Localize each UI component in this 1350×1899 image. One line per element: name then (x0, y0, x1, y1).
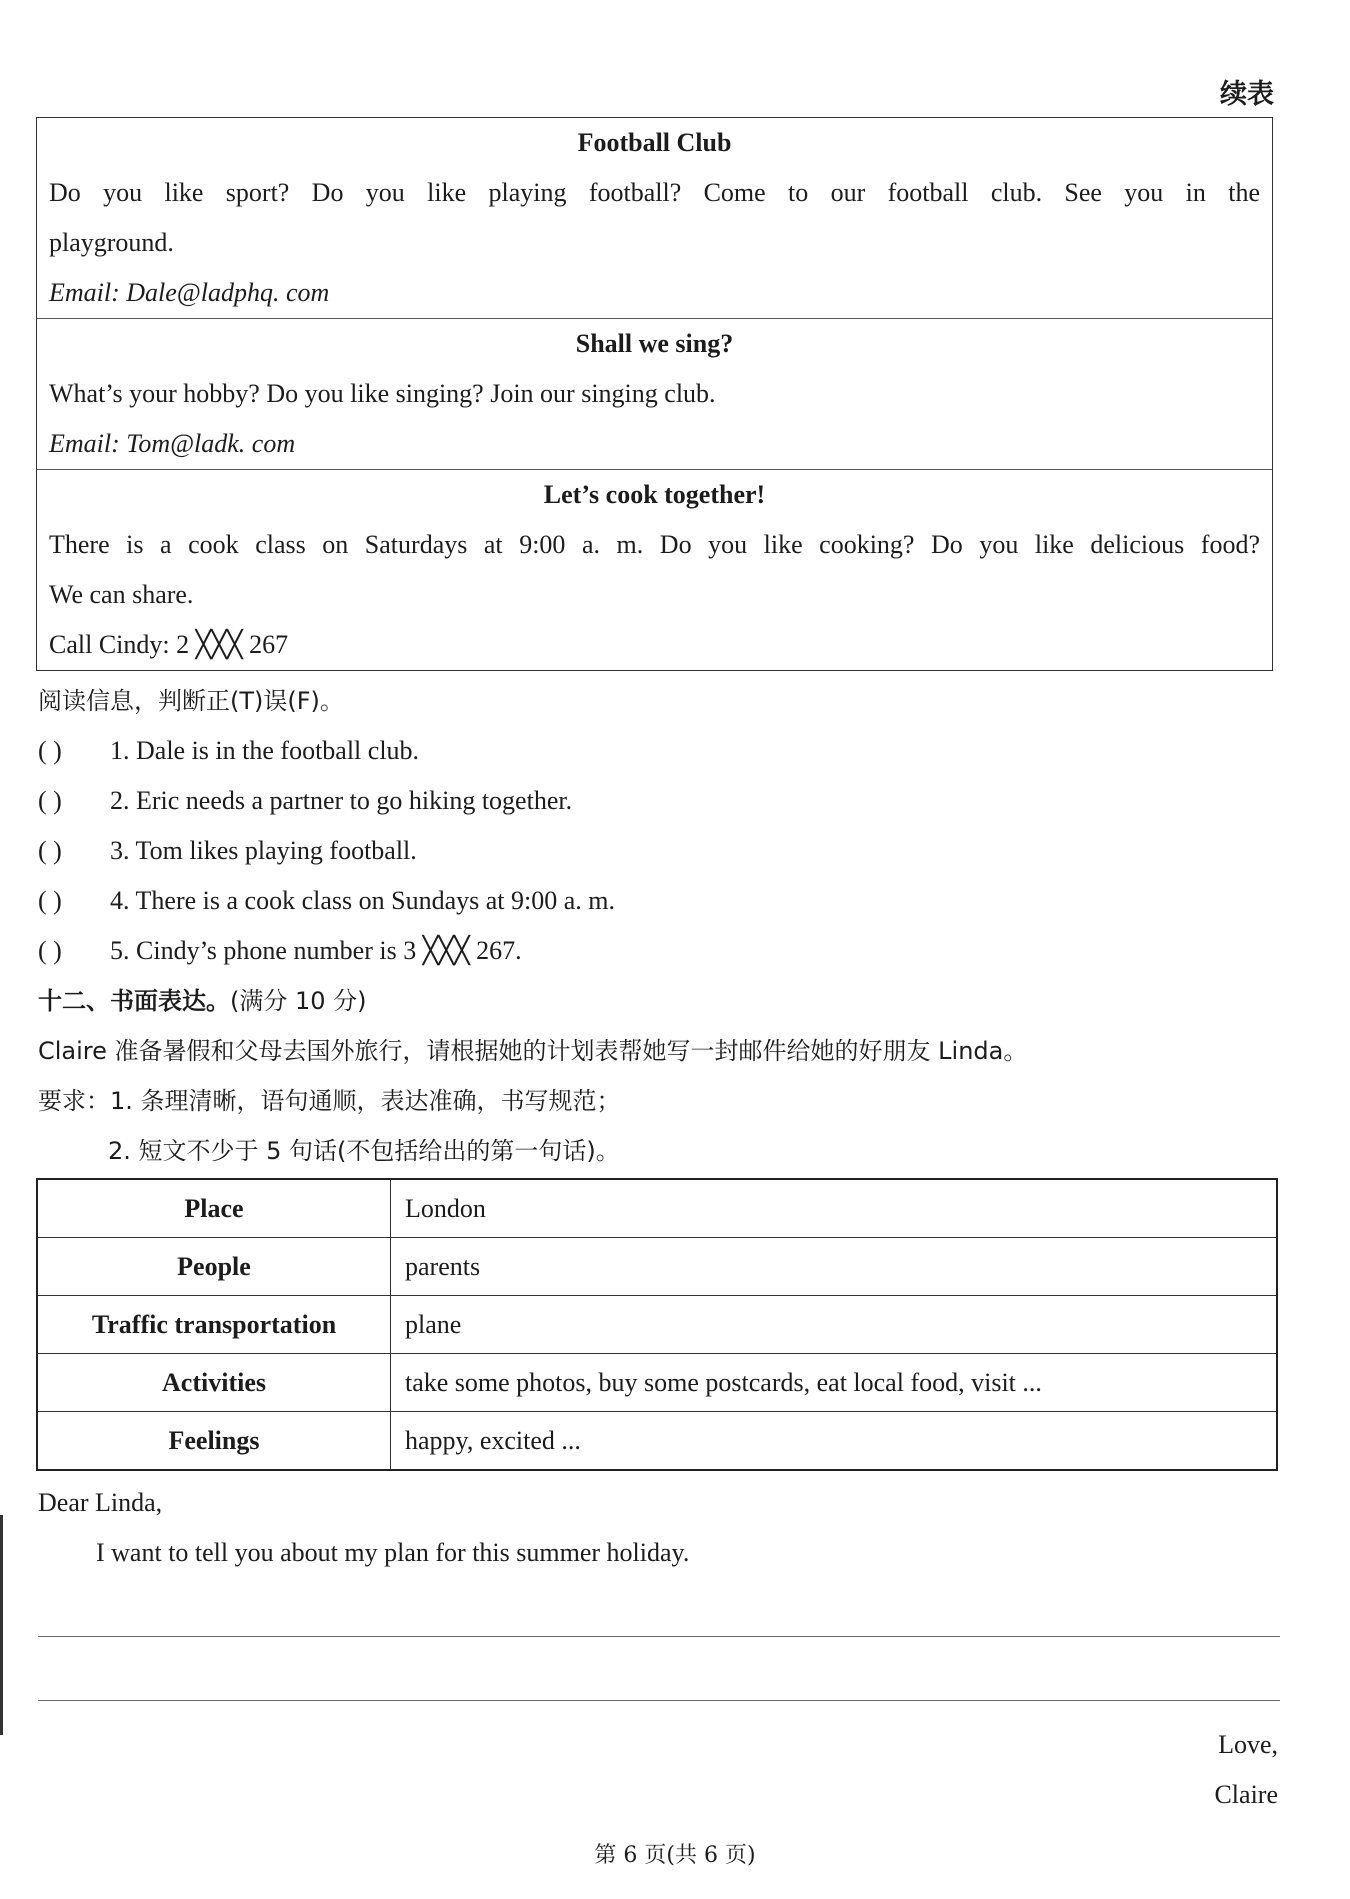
plan-value: plane (391, 1296, 1278, 1354)
letter-first-sentence: I want to tell you about my plan for this summer holiday. (96, 1538, 690, 1567)
plan-value: take some photos, buy some postcards, eat local food, visit ... (391, 1354, 1278, 1412)
binding-edge-mark (0, 1515, 3, 1735)
question-text: 1. Dale is in the football club. (110, 736, 420, 765)
club-email: Email: Tom@ladk. com (49, 429, 296, 458)
section-score: (满分 10 分) (230, 987, 367, 1015)
section-title: 十二、书面表达。 (38, 987, 230, 1015)
plan-value: happy, excited ... (391, 1412, 1278, 1471)
answer-blank[interactable]: ( ) (38, 936, 62, 965)
table-row (37, 1354, 1277, 1412)
writing-prompt: Claire 准备暑假和父母去国外旅行，请根据她的计划表帮她写一封邮件给她的好朋友 Linda。 (38, 1037, 1028, 1065)
club-title: Football Club (577, 128, 732, 157)
answer-blank[interactable]: ( ) (38, 836, 62, 865)
table-row (37, 1412, 1277, 1471)
question-item (38, 926, 615, 976)
club-football (37, 118, 1272, 319)
table-row (37, 1296, 1277, 1354)
writing-line[interactable] (38, 1700, 1280, 1701)
question-text: 5. Cindy’s phone number is 3 ╳╳╳ 267. (110, 936, 522, 965)
reading-section (38, 676, 615, 976)
plan-key: Traffic transportation (37, 1296, 391, 1354)
writing-line[interactable] (38, 1636, 1280, 1637)
club-email: Email: Dale@ladphq. com (49, 278, 330, 307)
plan-key: Activities (37, 1354, 391, 1412)
answer-blank[interactable]: ( ) (38, 736, 62, 765)
question-item (38, 876, 615, 926)
club-singing (37, 319, 1272, 470)
page-number: 第 6 页(共 6 页) (594, 1843, 756, 1868)
writing-section (38, 976, 1027, 1176)
travel-plan-table (36, 1178, 1278, 1471)
continued-label: 续表 (1220, 79, 1274, 110)
plan-key: Feelings (37, 1412, 391, 1471)
club-text-line: We can share. (49, 580, 194, 609)
reading-instruction: 阅读信息，判断正(T)误(F)。 (38, 687, 344, 715)
question-item (38, 776, 615, 826)
letter-closing: Love, (1218, 1730, 1278, 1759)
table-row (37, 1179, 1277, 1238)
club-text-line: playground. (49, 228, 174, 257)
question-item (38, 726, 615, 776)
club-text-line: There is a cook class on Saturdays at 9:00 a. m. Do you like cooking? Do you like delicious food? (49, 530, 1260, 559)
question-item (38, 826, 615, 876)
table-row (37, 1238, 1277, 1296)
clubs-table (36, 117, 1273, 671)
answer-blank[interactable]: ( ) (38, 786, 62, 815)
requirement-2: 2. 短文不少于 5 句话(不包括给出的第一句话)。 (108, 1137, 620, 1165)
requirement-1: 要求：1. 条理清晰，语句通顺，表达准确，书写规范； (38, 1087, 621, 1115)
plan-value: London (391, 1179, 1278, 1238)
writing-heading (38, 976, 1027, 1026)
club-text-line: What’s your hobby? Do you like singing? Join our singing club. (49, 379, 716, 408)
club-phone: Call Cindy: 2 ╳╳╳ 267 (49, 630, 289, 659)
answer-blank[interactable]: ( ) (38, 886, 62, 915)
club-title: Let’s cook together! (543, 480, 766, 509)
club-cooking (37, 470, 1272, 670)
club-text-line: Do you like sport? Do you like playing football? Come to our football club. See you in the (49, 178, 1260, 207)
club-title: Shall we sing? (575, 329, 734, 358)
question-text: 4. There is a cook class on Sundays at 9:00 a. m. (110, 886, 615, 915)
plan-key: People (37, 1238, 391, 1296)
plan-value: parents (391, 1238, 1278, 1296)
letter-greeting: Dear Linda, (38, 1488, 163, 1517)
letter-signature: Claire (1214, 1780, 1278, 1809)
question-text: 2. Eric needs a partner to go hiking together. (110, 786, 573, 815)
plan-key: Place (37, 1179, 391, 1238)
question-text: 3. Tom likes playing football. (110, 836, 417, 865)
